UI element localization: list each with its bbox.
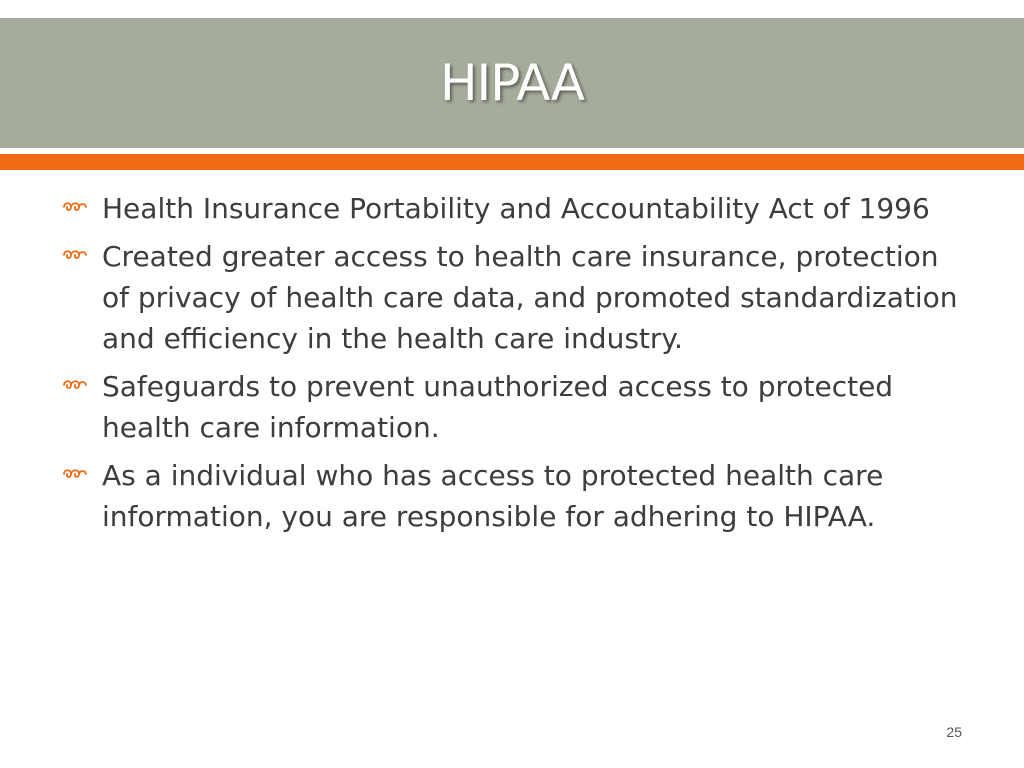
slide-title: HIPAA xyxy=(439,54,585,112)
bullet-text: Health Insurance Portability and Accountability Act of 1996 xyxy=(102,192,930,225)
curl-swirl-icon xyxy=(62,198,88,214)
bullet-item xyxy=(62,366,962,448)
bullet-text: Created greater access to health care insurance, protection of privacy of health care data, and promoted standardization and efficiency in the health care industry. xyxy=(102,240,958,355)
title-band xyxy=(0,18,1024,148)
bullet-list xyxy=(62,188,962,544)
curl-swirl-icon xyxy=(62,246,88,262)
page-number: 25 xyxy=(946,724,962,740)
bullet-item xyxy=(62,188,962,229)
bullet-text: Safeguards to prevent unauthorized access to protected health care information. xyxy=(102,370,894,444)
bullet-item xyxy=(62,455,962,537)
curl-swirl-icon xyxy=(62,465,88,481)
bullet-item xyxy=(62,236,962,359)
curl-swirl-icon xyxy=(62,376,88,392)
bullet-text: As a individual who has access to protected health care information, you are responsible for adhering to HIPAA. xyxy=(102,459,884,533)
accent-bar xyxy=(0,154,1024,170)
